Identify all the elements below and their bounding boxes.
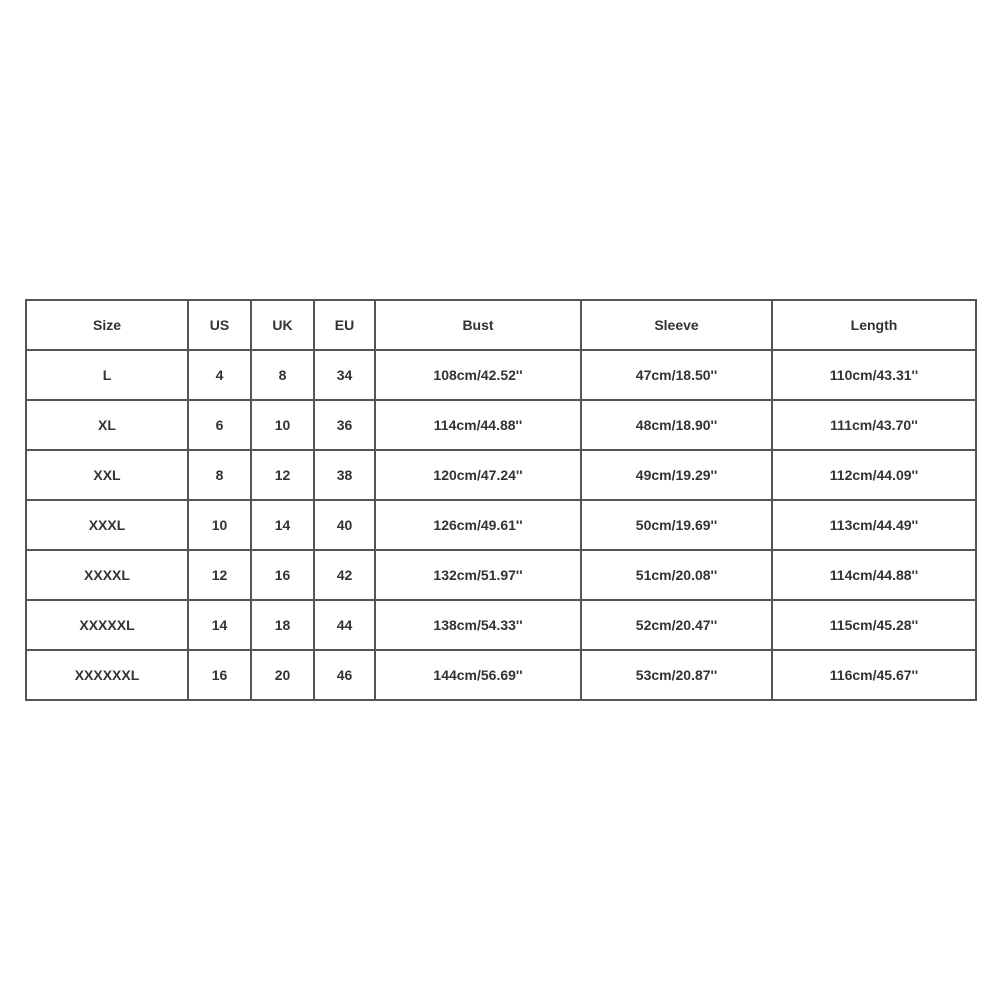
header-sleeve: Sleeve <box>581 300 772 350</box>
cell-bust: 132cm/51.97'' <box>375 550 581 600</box>
cell-bust: 144cm/56.69'' <box>375 650 581 700</box>
header-size: Size <box>26 300 188 350</box>
cell-eu: 42 <box>314 550 375 600</box>
cell-bust: 120cm/47.24'' <box>375 450 581 500</box>
header-us: US <box>188 300 251 350</box>
table-row <box>26 500 976 550</box>
table-row <box>26 350 976 400</box>
cell-length: 110cm/43.31'' <box>772 350 976 400</box>
cell-uk: 18 <box>251 600 314 650</box>
table-row <box>26 450 976 500</box>
cell-length: 114cm/44.88'' <box>772 550 976 600</box>
cell-bust: 138cm/54.33'' <box>375 600 581 650</box>
cell-uk: 16 <box>251 550 314 600</box>
cell-us: 16 <box>188 650 251 700</box>
cell-uk: 14 <box>251 500 314 550</box>
cell-eu: 34 <box>314 350 375 400</box>
cell-eu: 44 <box>314 600 375 650</box>
cell-eu: 38 <box>314 450 375 500</box>
cell-size: XXXXXL <box>26 600 188 650</box>
cell-sleeve: 51cm/20.08'' <box>581 550 772 600</box>
table-row <box>26 600 976 650</box>
cell-bust: 108cm/42.52'' <box>375 350 581 400</box>
size-chart-table <box>25 299 977 701</box>
cell-us: 4 <box>188 350 251 400</box>
table-row <box>26 550 976 600</box>
cell-length: 111cm/43.70'' <box>772 400 976 450</box>
header-eu: EU <box>314 300 375 350</box>
cell-uk: 12 <box>251 450 314 500</box>
cell-sleeve: 53cm/20.87'' <box>581 650 772 700</box>
cell-sleeve: 52cm/20.47'' <box>581 600 772 650</box>
cell-us: 12 <box>188 550 251 600</box>
cell-bust: 114cm/44.88'' <box>375 400 581 450</box>
cell-sleeve: 48cm/18.90'' <box>581 400 772 450</box>
cell-sleeve: 49cm/19.29'' <box>581 450 772 500</box>
cell-length: 113cm/44.49'' <box>772 500 976 550</box>
header-bust: Bust <box>375 300 581 350</box>
table-row <box>26 400 976 450</box>
header-uk: UK <box>251 300 314 350</box>
cell-length: 112cm/44.09'' <box>772 450 976 500</box>
cell-bust: 126cm/49.61'' <box>375 500 581 550</box>
table-header-row <box>26 300 976 350</box>
cell-size: L <box>26 350 188 400</box>
cell-length: 115cm/45.28'' <box>772 600 976 650</box>
cell-us: 14 <box>188 600 251 650</box>
cell-size: XXXL <box>26 500 188 550</box>
cell-eu: 46 <box>314 650 375 700</box>
cell-sleeve: 50cm/19.69'' <box>581 500 772 550</box>
cell-uk: 10 <box>251 400 314 450</box>
cell-eu: 36 <box>314 400 375 450</box>
cell-uk: 20 <box>251 650 314 700</box>
cell-length: 116cm/45.67'' <box>772 650 976 700</box>
cell-size: XXXXXXL <box>26 650 188 700</box>
cell-us: 6 <box>188 400 251 450</box>
cell-us: 8 <box>188 450 251 500</box>
cell-uk: 8 <box>251 350 314 400</box>
header-length: Length <box>772 300 976 350</box>
cell-size: XXL <box>26 450 188 500</box>
cell-eu: 40 <box>314 500 375 550</box>
cell-size: XXXXL <box>26 550 188 600</box>
cell-us: 10 <box>188 500 251 550</box>
cell-size: XL <box>26 400 188 450</box>
cell-sleeve: 47cm/18.50'' <box>581 350 772 400</box>
table-row <box>26 650 976 700</box>
